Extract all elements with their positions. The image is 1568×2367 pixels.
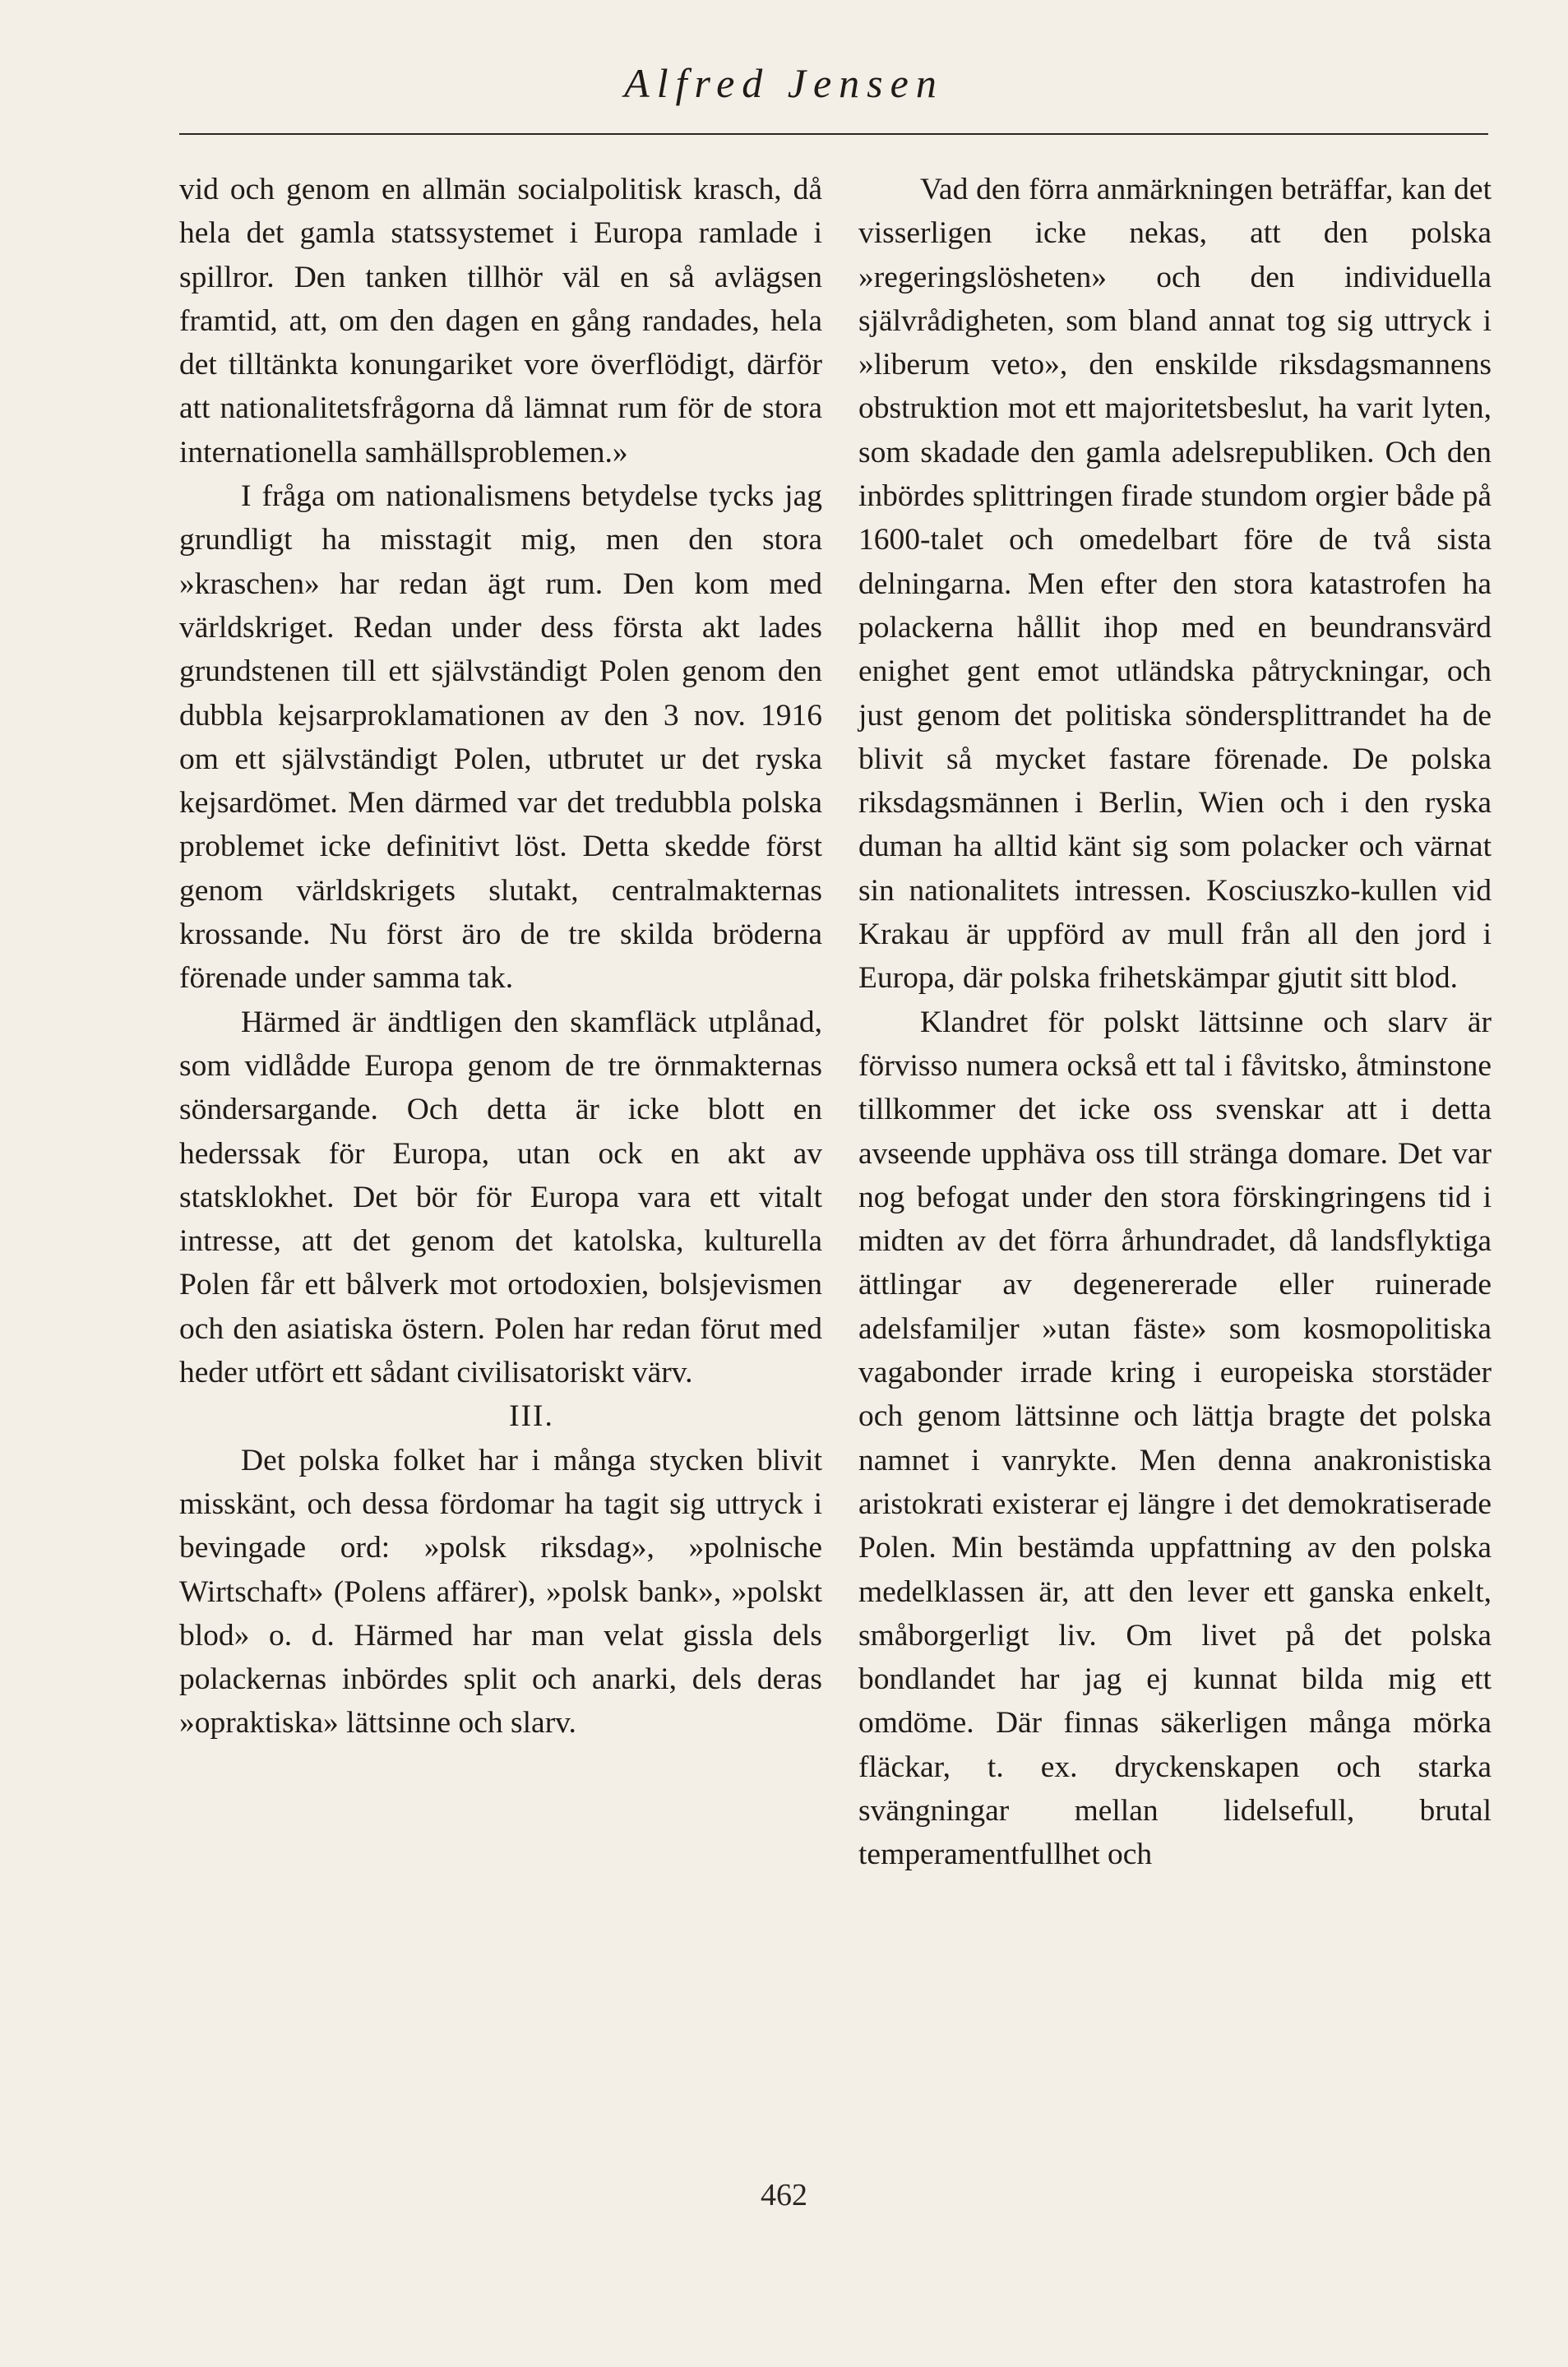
left-column: [179, 168, 822, 1745]
paragraph: vid och genom en allmän socialpolitisk krasch, då hela det gamla statssystemet i Europa ramlade i spillror. Den tanken tillhör väl en så avlägsen framtid, att, om den dagen en gång randades, hela det tilltänkta konungariket vore överflödigt, därför att nationalitetsfrågorna då lämnat rum för de stora internationella samhällsproblemen.»: [179, 173, 822, 469]
paragraph: I fråga om nationalismens betydelse tycks jag grundligt ha misstagit mig, men den stora »kraschen» har redan ägt rum. Den kom med världskriget. Redan under dess första akt lades grundstenen till ett självständigt Polen genom den dubbla kejsarproklamationen av den 3 nov. 1916 om ett självständigt Polen, utbrutet ur det ryska kejsardömet. Men därmed var det tredubbla polska problemet icke definitivt löst. Detta skedde först genom världskrigets slutakt, centralmakternas krossande. Nu först äro de tre skilda bröderna förenade under samma tak.: [179, 479, 822, 996]
paragraph: Det polska folket har i många stycken blivit misskänt, och dessa fördomar ha tagit sig uttryck i bevingade ord: »polsk riksdag», »polnische Wirtschaft» (Polens affärer), »polsk bank», »polskt blod» o. d. Härmed har man velat gissla dels polackernas inbördes split och anarki, dels deras »opraktiska» lättsinne och slarv.: [179, 1443, 822, 1741]
paragraph: Klandret för polskt lättsinne och slarv är förvisso numera också ett tal i fåvitsko, åtminstone tillkommer det icke oss svenskar att i detta avseende upphäva oss till stränga domare. Det var nog befogat under den stora förskingringens tid i midten av det förra århundradet, då landsflyktiga ättlingar av degenererade eller ruinerade adelsfamiljer »utan fäste» som kosmopolitiska vagabonder irrade kring i europeiska storstäder och genom lättsinne och lättja bragte det polska namnet i vanrykte. Men denna anakronistiska aristokrati existerar ej längre i det demokratiserade Polen. Min bestämda uppfattning av den polska medelklassen är, att den lever ett ganska enkelt, småborgerligt liv. Om livet på det polska bondlandet har jag ej kunnat bilda mig ett omdöme. Där finnas säkerligen många mörka fläckar, t. ex. dryckenskapen och starka svängningar mellan lidelsefull, brutal temperamentfullhet och: [858, 1005, 1492, 1872]
header-rule: [179, 133, 1488, 135]
page-number: 462: [761, 2178, 807, 2212]
section-heading: III.: [509, 1399, 554, 1434]
paragraph: Härmed är ändtligen den skamfläck utplånad, som vidlådde Europa genom de tre örnmakternas söndersargande. Och detta är icke blott en hederssak för Europa, utan ock en akt av statsklokhet. Det bör för Europa vara ett vitalt intresse, att det genom det katolska, kulturella Polen får ett bålverk mot ortodoxien, bolsjevismen och den asiatiska östern. Polen har redan förut med heder utfört ett sådant civilisatoriskt värv.: [179, 1005, 822, 1390]
right-column: [858, 168, 1492, 1877]
running-head: Alfred Jensen: [624, 60, 944, 106]
paragraph: Vad den förra anmärkningen beträffar, kan det visserligen icke nekas, att den polska »regeringslösheten» och den individuella självrådigheten, som bland annat tog sig uttryck i »liberum veto», den enskilde riksdagsmannens obstruktion mot ett majoritetsbeslut, ha varit lyten, som skadade den gamla adelsrepubliken. Och den inbördes splittringen firade stundom orgier både på 1600-talet och omedelbart före de två sista delningarna. Men efter den stora katastrofen ha polackerna hållit ihop med en beundransvärd enighet gent emot utländska påtryckningar, och just genom det politiska söndersplittrandet ha de blivit så mycket fastare förenade. De polska riksdagsmännen i Berlin, Wien och i den ryska duman ha alltid känt sig som polacker och värnat sin nationalitets intressen. Kosciuszko-kullen vid Krakau är uppförd av mull från all den jord i Europa, där polska frihetskämpar gjutit sitt blod.: [858, 173, 1492, 996]
